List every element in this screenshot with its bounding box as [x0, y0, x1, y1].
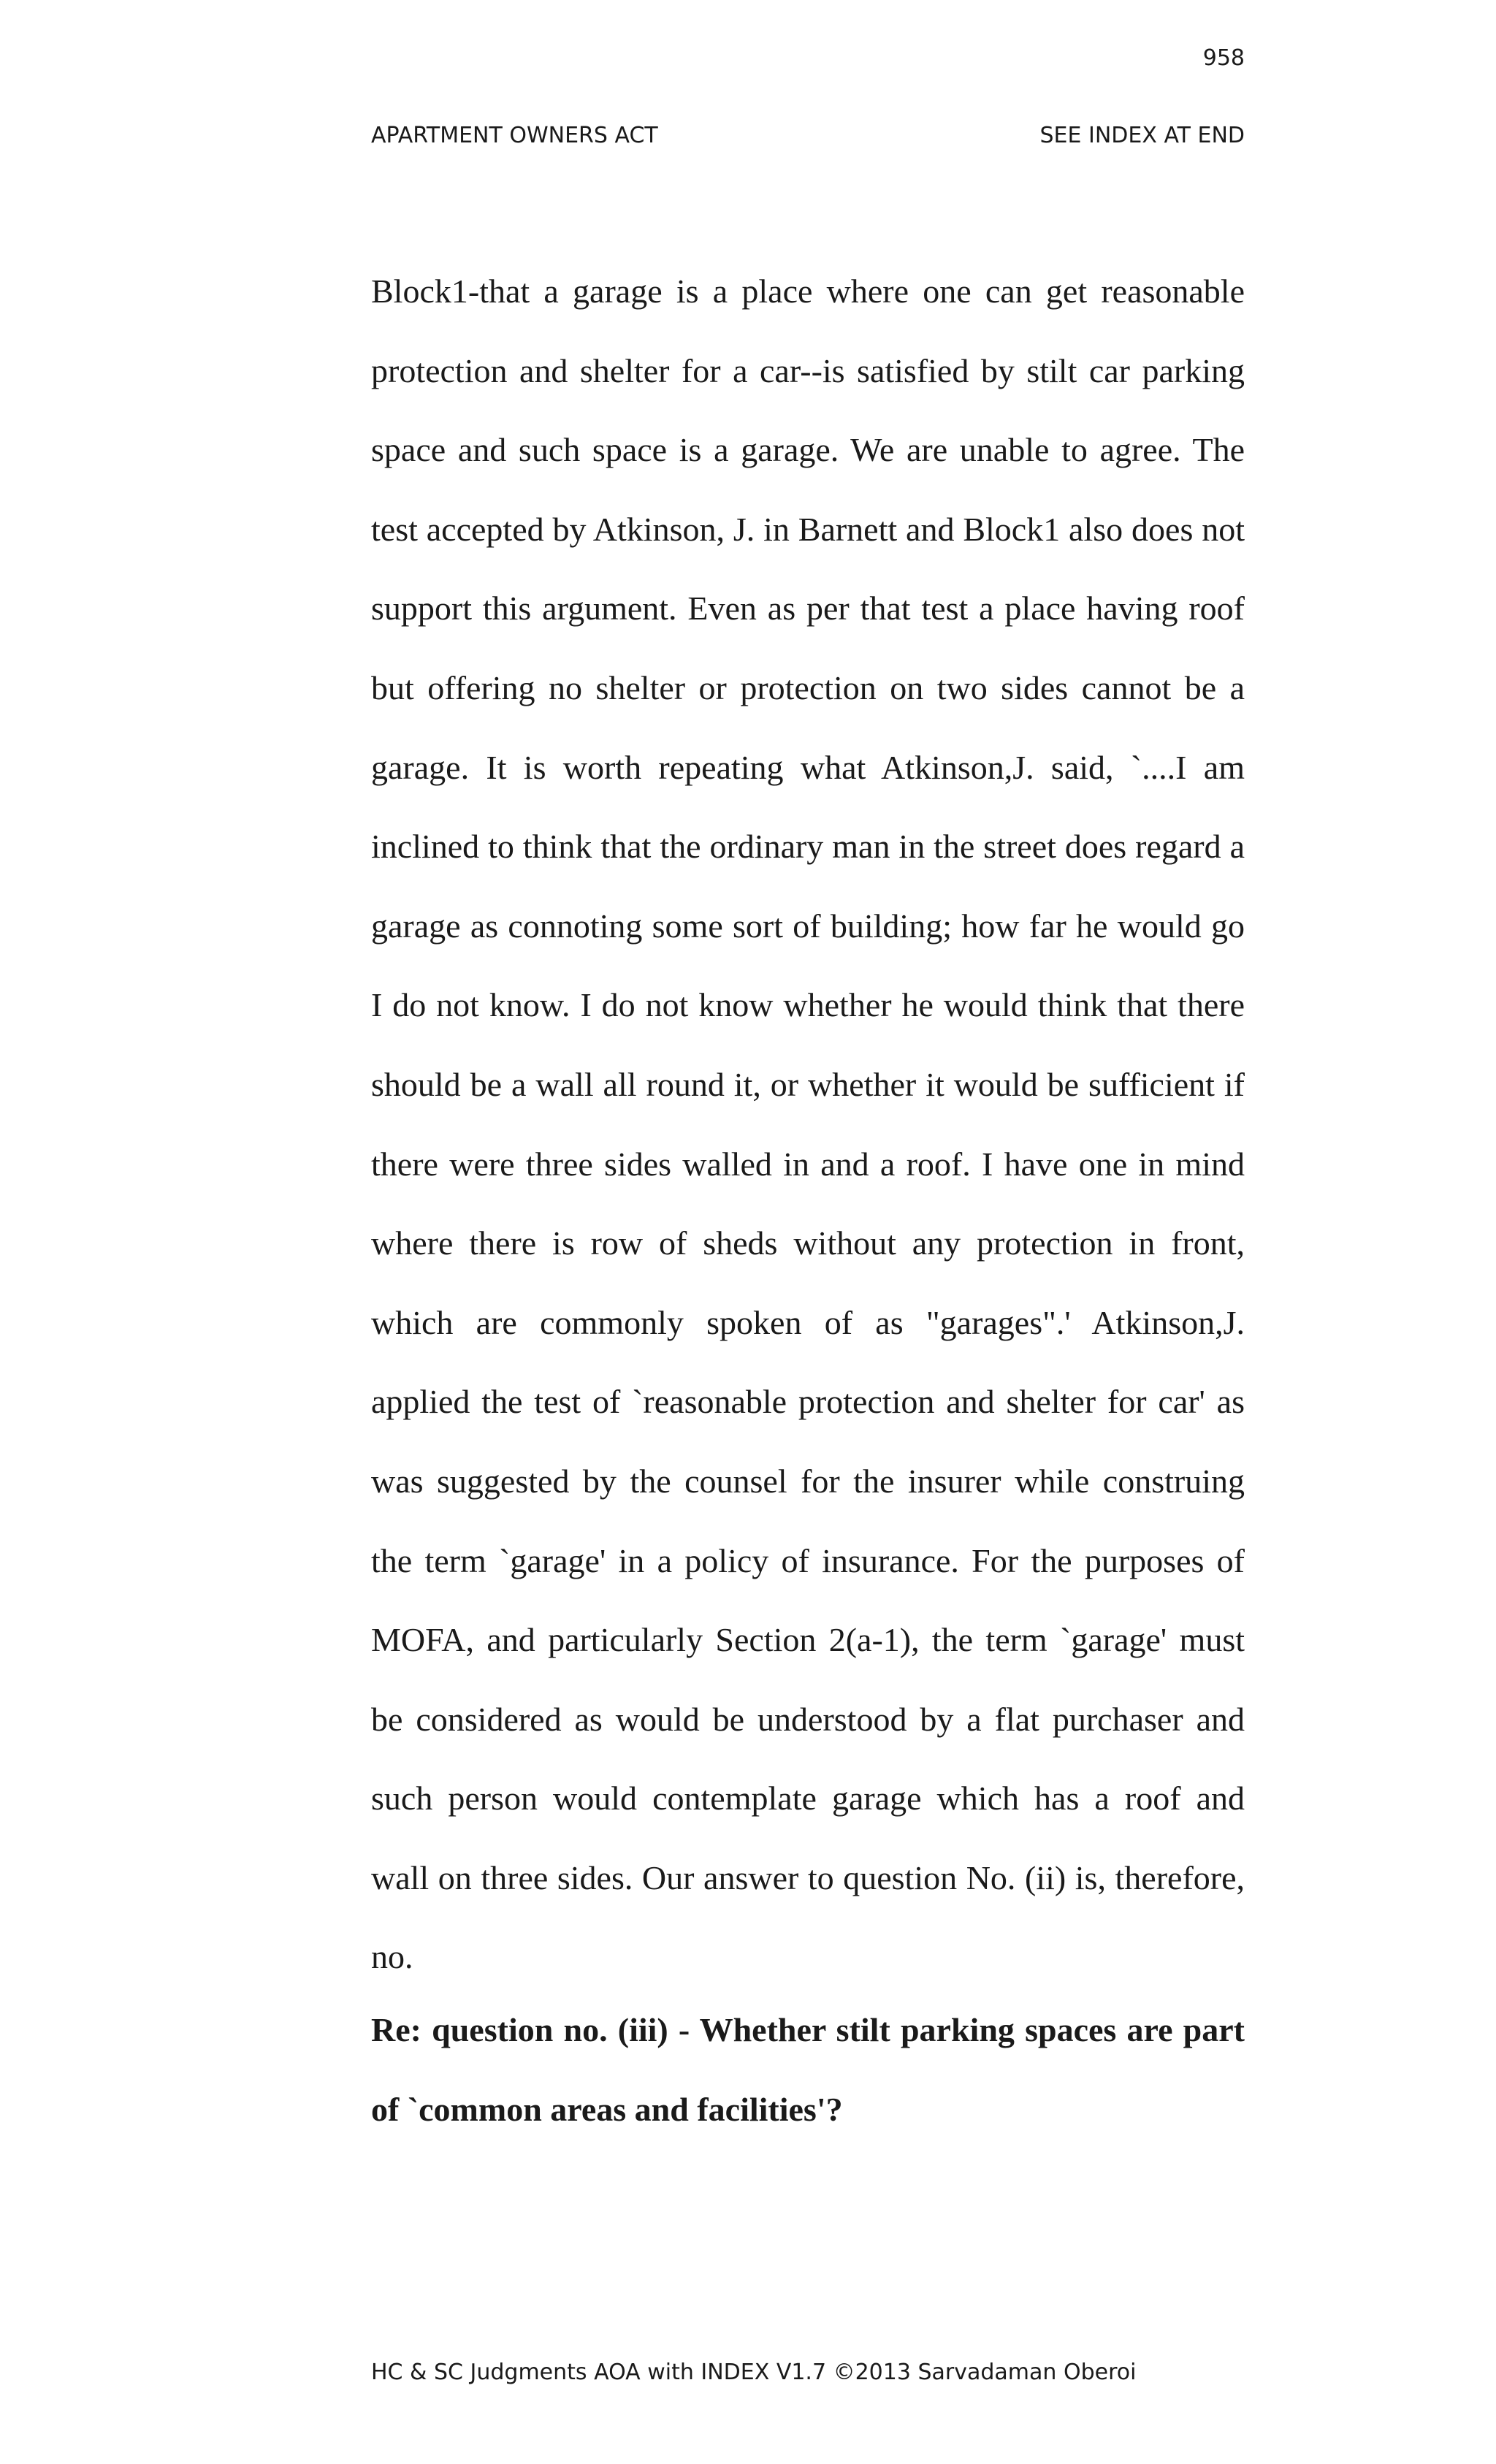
section-heading: Re: question no. (iii) - Whether stilt parking spaces are part of `common areas and facilities'?	[371, 2011, 1245, 2128]
header-title-left: APARTMENT OWNERS ACT	[371, 123, 658, 148]
page-footer: HC & SC Judgments AOA with INDEX V1.7 ©2013 Sarvadaman Oberoi	[371, 2360, 1137, 2385]
page-number: 958	[1202, 45, 1245, 71]
running-header	[371, 121, 1245, 150]
header-title-right: SEE INDEX AT END	[1039, 123, 1245, 148]
body-paragraph: Block1-that a garage is a place where one can get reasonable protection and shelter for a car--is satisfied by stilt car parking space and such space is a garage. We are unable to agree. The test accepted by Atkinson, J. in Barnett and Block1 also does not support this argument. Even as per that test a place having roof but offering no shelter or protection on two sides cannot be a garage. It is worth repeating what Atkinson,J. said, `....I am inclined to think that the ordinary man in the street does regard a garage as connoting some sort of building; how far he would go I do not know. I do not know whether he would think that there should be a wall all round it, or whether it would be sufficient if there were three sides walled in and a roof. I have one in mind where there is row of sheds without any protection in front, which are commonly spoken of as "garages".' Atkinson,J. applied the test of `reasonable protection and shelter for car' as was suggested by the counsel for the insurer while construing the term `garage' in a policy of insurance. For the purposes of MOFA, and particularly Section 2(a-1), the term `garage' must be considered as would be understood by a flat purchaser and such person would contemplate garage which has a roof and wall on three sides. Our answer to question No. (ii) is, therefore, no.	[371, 272, 1245, 1976]
